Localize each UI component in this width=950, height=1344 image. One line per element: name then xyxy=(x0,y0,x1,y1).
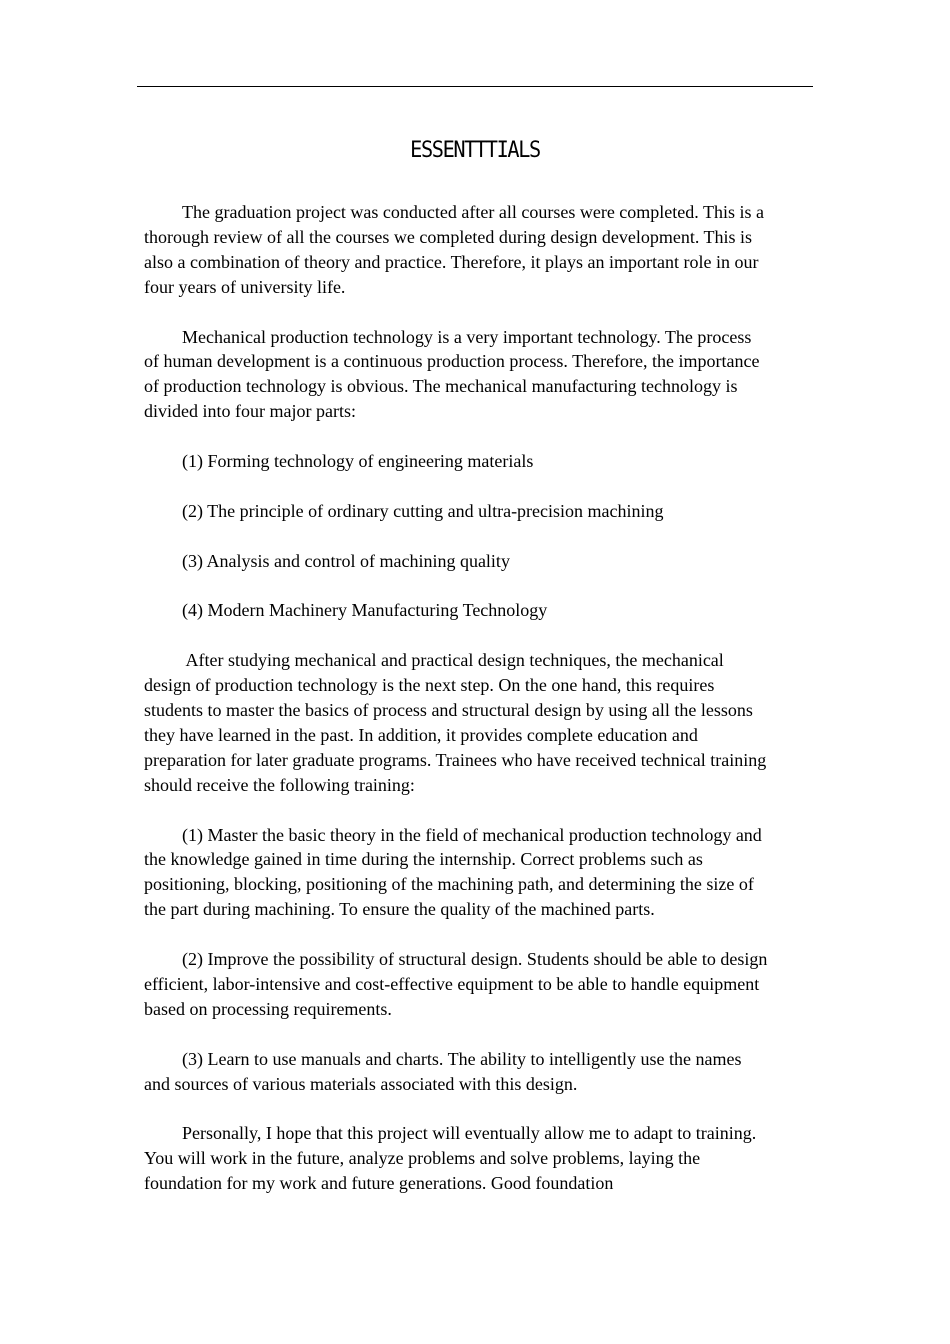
paragraph xyxy=(144,648,824,797)
paragraph-line: the knowledge gained in time during the internship. Correct problems such as xyxy=(144,849,703,870)
paragraph-line: foundation for my work and future generations. Good foundation xyxy=(144,1173,614,1194)
paragraph-line: Personally, I hope that this project will eventually allow me to adapt to training. xyxy=(182,1123,757,1144)
paragraph-line: thorough review of all the courses we completed during design development. This is xyxy=(144,226,753,247)
paragraph-line: students to master the basics of process and structural design by using all the lessons xyxy=(144,700,753,721)
paragraph-line: divided into four major parts: xyxy=(144,401,356,422)
paragraph-line: Mechanical production technology is a very important technology. The process xyxy=(182,326,752,347)
header-rule xyxy=(137,86,813,87)
paragraph-line: (3) Analysis and control of machining quality xyxy=(182,550,510,571)
paragraph xyxy=(144,200,824,300)
paragraph xyxy=(144,325,824,425)
paragraph-line: should receive the following training: xyxy=(144,774,415,795)
paragraph-line: You will work in the future, analyze problems and solve problems, laying the xyxy=(144,1148,701,1169)
paragraph-line: (2) The principle of ordinary cutting and ultra-precision machining xyxy=(182,500,664,521)
paragraph xyxy=(144,1047,824,1097)
paragraph-line: positioning, blocking, positioning of the machining path, and determining the size of xyxy=(144,874,754,895)
paragraph-line: (4) Modern Machinery Manufacturing Technology xyxy=(182,600,548,621)
paragraph-line: After studying mechanical and practical design techniques, the mechanical xyxy=(182,650,724,671)
paragraph-line: The graduation project was conducted after all courses were completed. This is a xyxy=(182,202,764,222)
paragraph-line: based on processing requirements. xyxy=(144,998,392,1019)
paragraph-line: (2) Improve the possibility of structural design. Students should be able to design xyxy=(182,949,768,970)
paragraph-line: (1) Forming technology of engineering materials xyxy=(182,451,534,472)
paragraph-line: of human development is a continuous production process. Therefore, the importance xyxy=(144,351,760,372)
paragraph xyxy=(144,947,824,1022)
paragraph xyxy=(144,449,824,474)
paragraph xyxy=(144,499,824,524)
paragraph-line: four years of university life. xyxy=(144,276,346,297)
paragraph-line: they have learned in the past. In addition, it provides complete education and xyxy=(144,724,698,745)
paragraph xyxy=(144,549,824,574)
paragraph-line: efficient, labor-intensive and cost-effective equipment to be able to handle equipment xyxy=(144,973,760,994)
paragraph-line: the part during machining. To ensure the quality of the machined parts. xyxy=(144,899,655,920)
paragraph-line: and sources of various materials associated with this design. xyxy=(144,1073,578,1094)
document-title: ESSENTTTIALS xyxy=(410,138,540,163)
paragraph-line: (3) Learn to use manuals and charts. The ability to intelligently use the names xyxy=(182,1048,742,1069)
paragraph xyxy=(144,1121,824,1196)
paragraph xyxy=(144,598,824,623)
paragraph-line: (1) Master the basic theory in the field of mechanical production technology and xyxy=(182,824,762,845)
paragraph xyxy=(144,823,824,923)
paragraph-line: also a combination of theory and practice. Therefore, it plays an important role in our xyxy=(144,251,759,272)
paragraph-line: preparation for later graduate programs. Trainees who have received technical training xyxy=(144,749,767,770)
paragraph-line: design of production technology is the next step. On the one hand, this requires xyxy=(144,675,715,696)
document-body xyxy=(144,200,824,1221)
paragraph-line: of production technology is obvious. The mechanical manufacturing technology is xyxy=(144,376,738,397)
